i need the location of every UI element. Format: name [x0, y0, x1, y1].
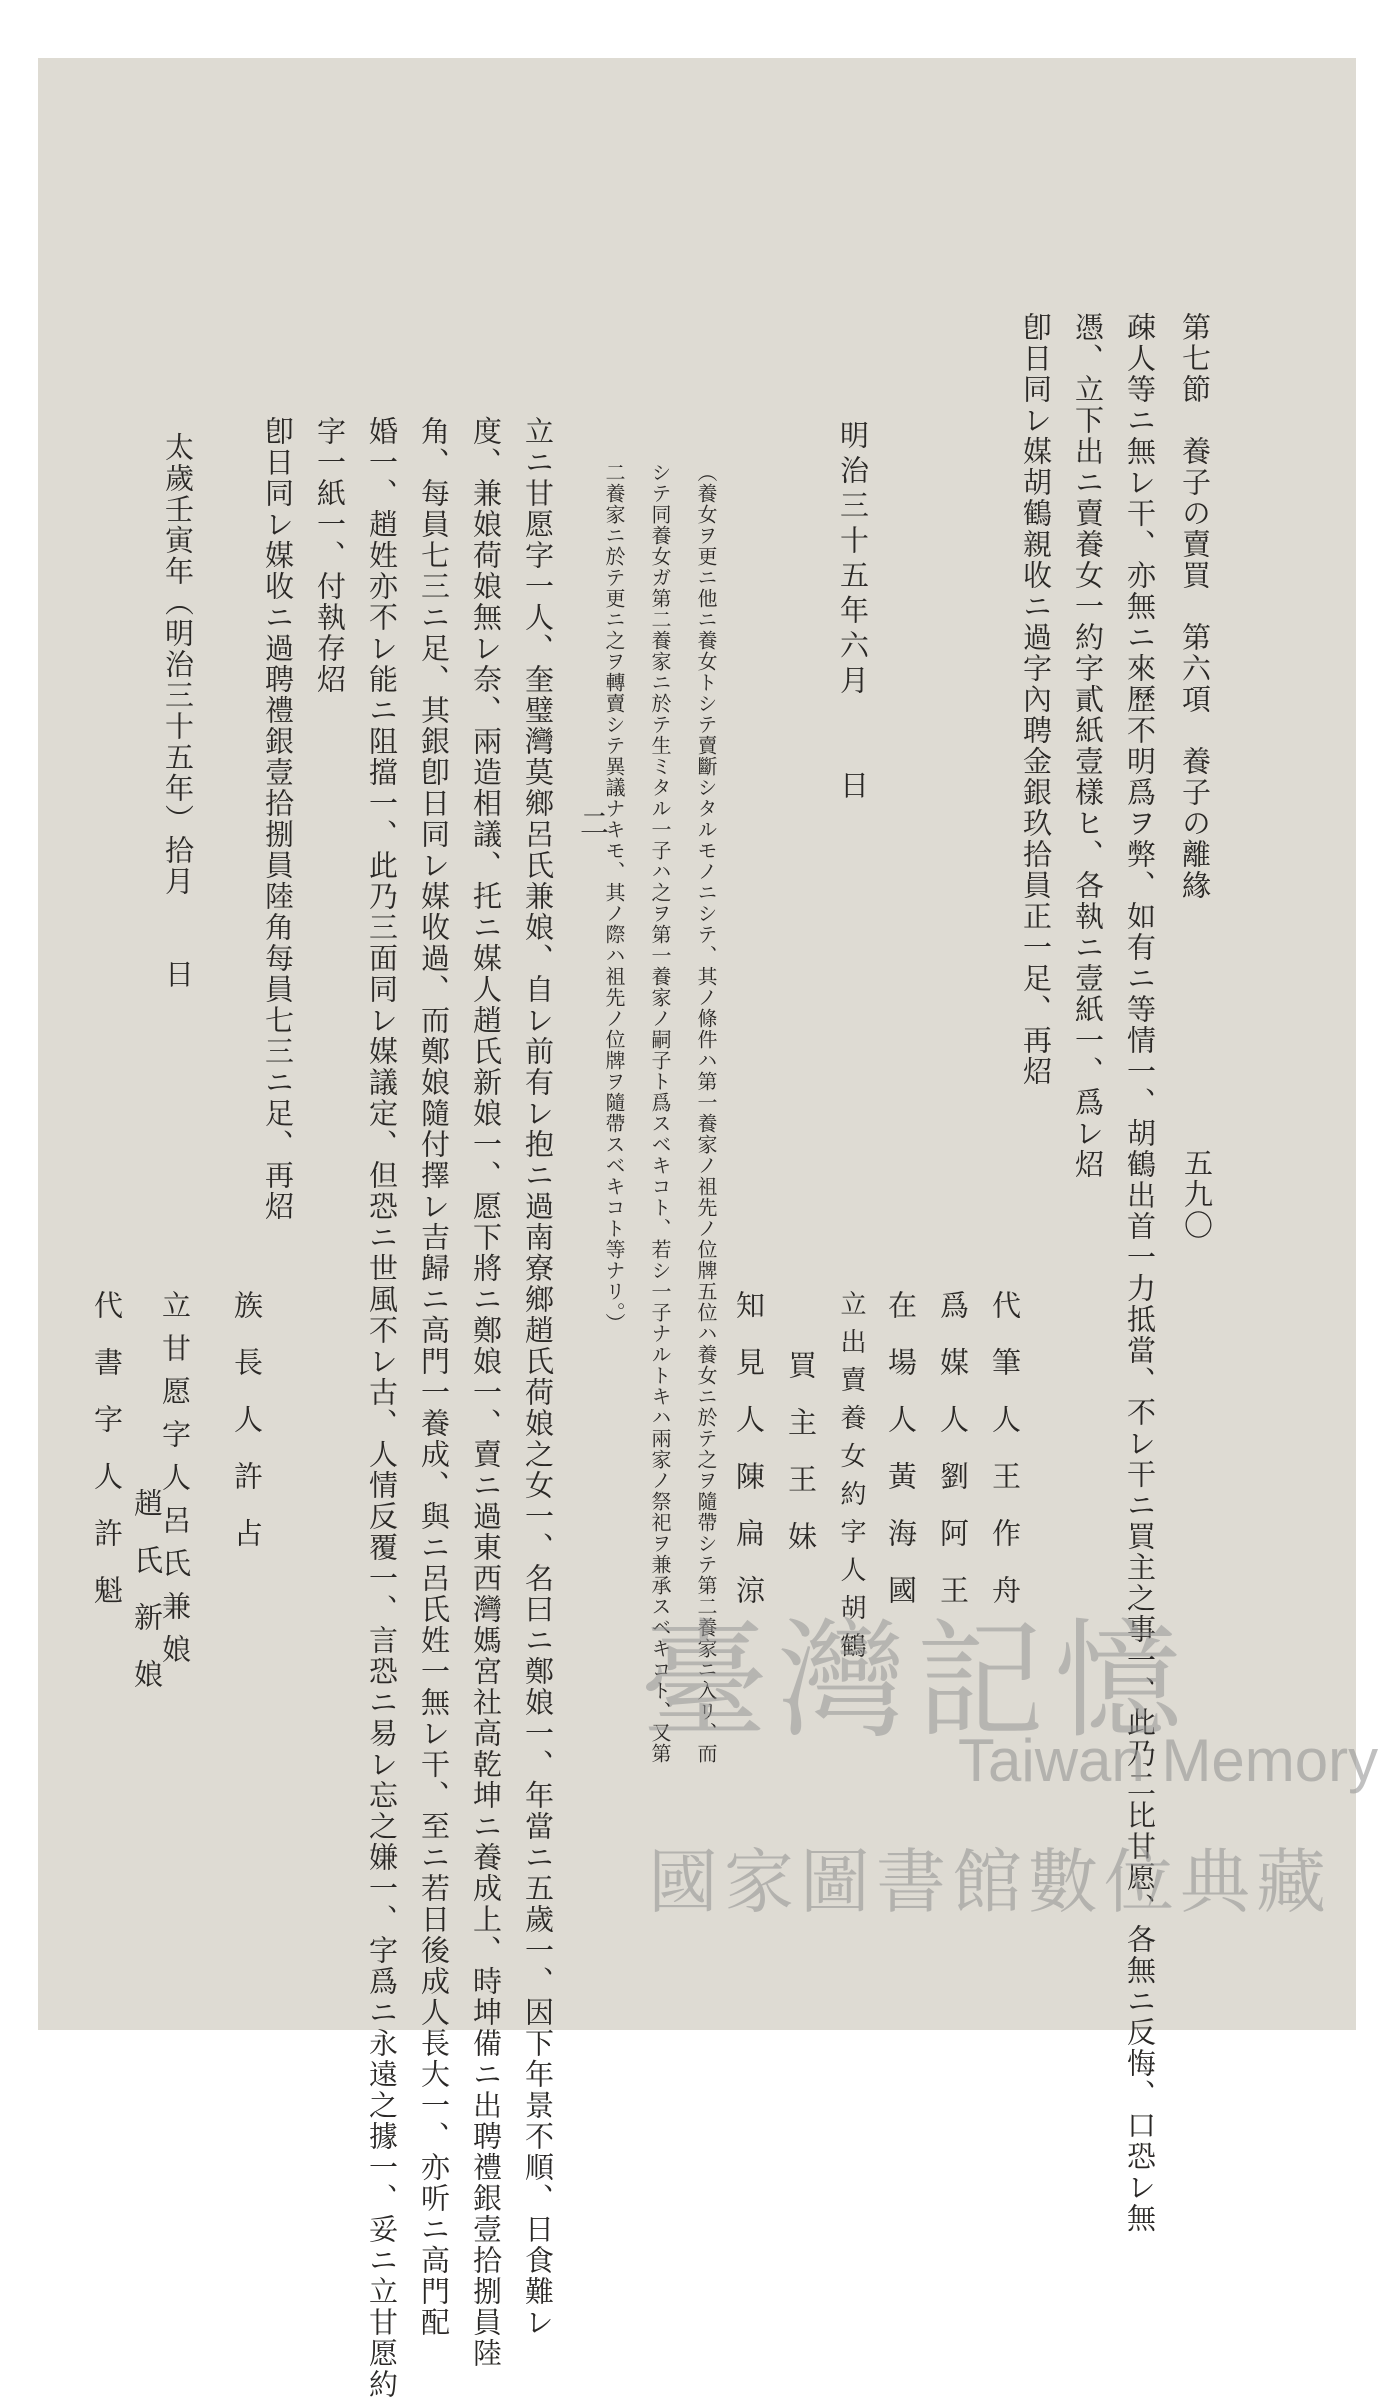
section-title: 第七節 養子の賣買 第六項 養子の離緣 [1178, 312, 1212, 901]
doc2-signature: 立甘愿字人呂氏兼娘 [158, 1290, 192, 1677]
doc2-line: 婚一、趙姓亦不レ能ニ阻擋一、此乃三面同レ媒議定、但恐ニ世風不レ古、人情反覆一、言恐ニ易レ忘之嫌一、字爲ニ永遠之據一、妥ニ立甘愿約 [365, 416, 399, 2400]
doc1-signature: 立出賣養女約字人胡鶴 [836, 1290, 866, 1670]
doc1-signature: 爲媒人劉阿王 [936, 1290, 970, 1632]
doc1-signature: 買主王妹 [784, 1350, 818, 1578]
doc2-signature: 趙氏新娘 [130, 1488, 164, 1716]
watermark-english: Taiwan Memory [958, 1727, 1379, 1794]
doc1-line: 疎人等ニ無レ干、亦無ニ來歷不明爲ヲ弊、如有ニ等情一、胡鶴出首一力抵當、不レ干ニ買主之事一、此乃二比甘愿、各無ニ反悔、口恐レ無 [1123, 312, 1157, 2234]
note-line: 二養家ニ於テ更ニ之ヲ轉賣シテ異議ナキモ、其ノ際ハ祖先ノ位牌ヲ隨帶スベキコト等ナリ。） [602, 462, 626, 1334]
doc1-line: 憑、立下出ニ賣養女一約字貳紙壹樣ヒ、各執ニ壹紙一、爲レ炤 [1071, 312, 1105, 1180]
doc2-line: 卽日同レ媒收ニ過聘禮銀壹拾捌員陸角每員七三ニ足、再炤 [261, 416, 295, 1222]
doc1-signature: 知見人陳扁涼 [732, 1290, 766, 1632]
watermark-library-name: 國家圖書館數位典藏 [648, 1841, 1332, 1923]
section-number: 二 [576, 808, 610, 839]
page-number: 五九〇 [1180, 1148, 1214, 1241]
doc2-signature: 代書字人許魁 [90, 1290, 124, 1632]
doc2-line: 度、兼娘荷娘無レ奈、兩造相議、托ニ媒人趙氏新娘一、愿下將ニ鄭娘一、賣ニ過東西灣媽宮社高乾坤ニ養成上、時坤備ニ出聘禮銀壹拾捌員陸 [469, 416, 503, 2369]
doc2-signature: 族長人許占 [230, 1290, 264, 1575]
doc2-line: 字一紙一、付執存炤 [313, 416, 347, 695]
doc2-line: 立ニ甘愿字一人、奎璧灣莫鄉呂氏兼娘、自レ前有レ抱ニ過南寮鄉趙氏荷娘之女一、名曰ニ鄭娘一、年當ニ五歲一、因下年景不順、日食難レ [521, 416, 555, 2338]
note-line: （養女ヲ更ニ他ニ養女トシテ賣斷シタルモノニシテ、其ノ條件ハ第一養家ノ祖先ノ位牌五位ハ養女ニ於テ之ヲ隨帶シテ第二養家ニ入リ、而 [694, 462, 718, 1764]
doc1-date: 明治三十五年六月 日 [836, 420, 870, 805]
doc2-line: 角、每員七三ニ足、其銀卽日同レ媒收過、而鄭娘隨付擇レ吉歸ニ高門一養成、與ニ呂氏姓一無レ干、至ニ若日後成人長大一、亦听ニ高門配 [417, 416, 451, 2338]
doc1-line: 卽日同レ媒胡鶴親收ニ過字內聘金銀玖拾員正一足、再炤 [1019, 312, 1053, 1087]
doc1-signature: 代筆人王作舟 [988, 1290, 1022, 1632]
watermark-taiwan-memory-logo: 臺灣記憶 [640, 1607, 1193, 1756]
note-line: シテ同養女ガ第二養家ニ於テ生ミタル一子ハ之ヲ第一養家ノ嗣子ト爲スベキコト、若シ一子ナルトキハ兩家ノ祭祀ヲ兼承スベキコト、又第 [648, 462, 672, 1764]
doc2-date: 太歲壬寅年（明治三十五年）拾月 日 [161, 432, 195, 990]
doc1-signature: 在場人黃海國 [884, 1290, 918, 1632]
